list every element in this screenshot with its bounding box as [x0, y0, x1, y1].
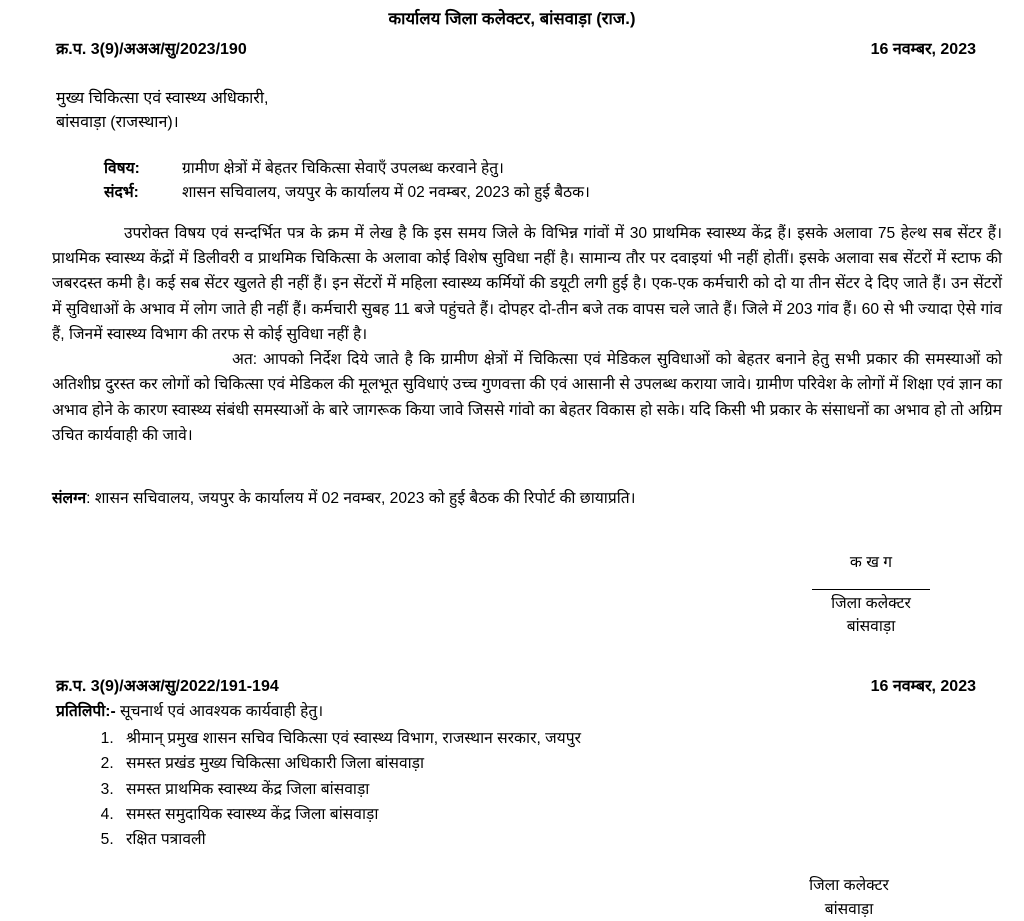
copy-date: 16 नवम्बर, 2023 [870, 678, 976, 696]
list-item: 1. श्रीमान् प्रमुख शासन सचिव चिकित्सा एवं स्वास्थ्य विभाग, राजस्थान सरकार, जयपुर [118, 726, 976, 751]
subject-row [104, 157, 1024, 181]
copy-section [0, 676, 1024, 852]
body-block [0, 221, 1024, 448]
enclosure-label: संलग्न [52, 490, 87, 508]
signatory-name: क ख ग [849, 554, 893, 572]
bottom-signatory-designation: जिला कलेक्टर [809, 877, 889, 895]
signatory-place: बांसवाड़ा [846, 617, 896, 635]
signatory-designation: जिला कलेक्टर [831, 594, 911, 612]
copy-heading-label: प्रतिलिपी:- [56, 702, 116, 720]
enclosure-text: : शासन सचिवालय, जयपुर के कार्यालय में 02 नवम्बर, 2023 को हुई बैठक की रिपोर्ट की छायाप्रति। [86, 490, 636, 508]
body-paragraph-1: उपरोक्त विषय एवं सन्दर्भित पत्र के क्रम में लेख है कि इस समय जिले के विभिन्न गांवों में 30 प्राथमिक स्वास्थ्य केंद्र हैं। इसके अलावा 75 हेल्थ सब सेंटर हैं। प्राथमिक स्वास्थ्य केंद्रों में डिलीवरी व प्राथमिक चिकित्सा के अलावा कोई विशेष सुविधा नहीं है। सामान्य तौर पर दवाइयां भी नहीं होतीं। इसके अलावा सब सेंटरों में स्टाफ की जबरदस्त कमी है। कई सब सेंटर खुलते ही नहीं हैं। इन सेंटरों में महिला स्वास्थ्य कर्मियों की डयूटी लगी हुई है। एक-एक कर्मचारी को दो या तीन सेंटर दे दिए जाते हैं। उन सेंटरों में सुविधाओं के अभाव में लोग जाते ही नहीं हैं। कर्मचारी सुबह 11 बजे पहुंचते हैं। दोपहर दो-तीन बजे तक वापस चले जाते हैं। जिले में 203 गांव हैं। 60 से भी ज्यादा ऐसे गांव हैं, जिनमें स्वास्थ्य विभाग की तरफ से कोई सुविधा नहीं है। [52, 224, 1002, 343]
list-item: 3. समस्त प्राथमिक स्वास्थ्य केंद्र जिला बांसवाड़ा [118, 777, 976, 802]
list-item: 4. समस्त समुदायिक स्वास्थ्य केंद्र जिला बांसवाड़ा [118, 802, 976, 827]
list-item: 5. रक्षित पत्रावली [118, 827, 976, 852]
context-label: संदर्भ: [104, 183, 139, 201]
copy-heading-text: सूचनार्थ एवं आवश्यक कार्यवाही हेतु। [115, 702, 324, 720]
copy-recipient-list [56, 726, 976, 852]
reference-row [0, 39, 1024, 61]
body-paragraph-2: अत: आपको निर्देश दिये जाते है कि ग्रामीण क्षेत्रों में चिकित्सा एवं मेडिकल सुविधाओं को बेहतर बनाने हेतु सभी प्रकार की समस्याओं को अतिशीघ्र दुरस्त कर लोगों को चिकित्सा एवं मेडिकल की मूलभूत सुविधाएं उच्च गुणवत्ता की एवं आसानी से उपलब्ध कराया जावे। ग्रामीण परिवेश के लोगों में शिक्षा एवं ज्ञान का अभाव होने के कारण स्वास्थ्य संबंधी समस्याओं के बारे जागरूक किया जावे जिससे गांवो का बेहतर विकास हो सके। यदि किसी भी प्रकार के संसाधनों का अभाव हो तो अग्रिम उचित कार्यवाही की जावे। [52, 351, 1002, 444]
office-title: कार्यालय जिला कलेक्टर, बांसवाड़ा (राज.) [388, 10, 636, 28]
subject-label: विषय: [104, 159, 140, 177]
addressee-block [0, 87, 1024, 135]
addressee-line-2: बांसवाड़ा (राजस्थान)। [56, 113, 179, 131]
letter-date: 16 नवम्बर, 2023 [870, 41, 976, 59]
subject-text: ग्रामीण क्षेत्रों में बेहतर चिकित्सा सेवाएँ उपलब्ध करवाने हेतु। [182, 159, 504, 177]
context-text: शासन सचिवालय, जयपुर के कार्यालय में 02 नवम्बर, 2023 को हुई बैठक। [182, 183, 590, 201]
list-item: 2. समस्त प्रखंड मुख्य चिकित्सा अधिकारी जिला बांसवाड़ा [118, 751, 976, 776]
enclosure-line [0, 488, 1024, 509]
signature-block [766, 551, 1024, 638]
context-row [104, 181, 1024, 205]
reference-number: क्र.प. 3(9)/अअअ/सु/2023/190 [56, 41, 247, 59]
addressee-line-1: मुख्य चिकित्सा एवं स्वास्थ्य अधिकारी, [56, 89, 269, 107]
copy-reference-row [56, 676, 976, 698]
signature-block-bottom [744, 874, 954, 921]
subject-reference-block [0, 157, 1024, 205]
bottom-signatory-place: बांसवाड़ा [824, 900, 874, 918]
copy-reference-number: क्र.प. 3(9)/अअअ/सु/2022/191-194 [56, 678, 279, 696]
copy-heading [56, 701, 976, 722]
signature-rule [812, 589, 930, 590]
